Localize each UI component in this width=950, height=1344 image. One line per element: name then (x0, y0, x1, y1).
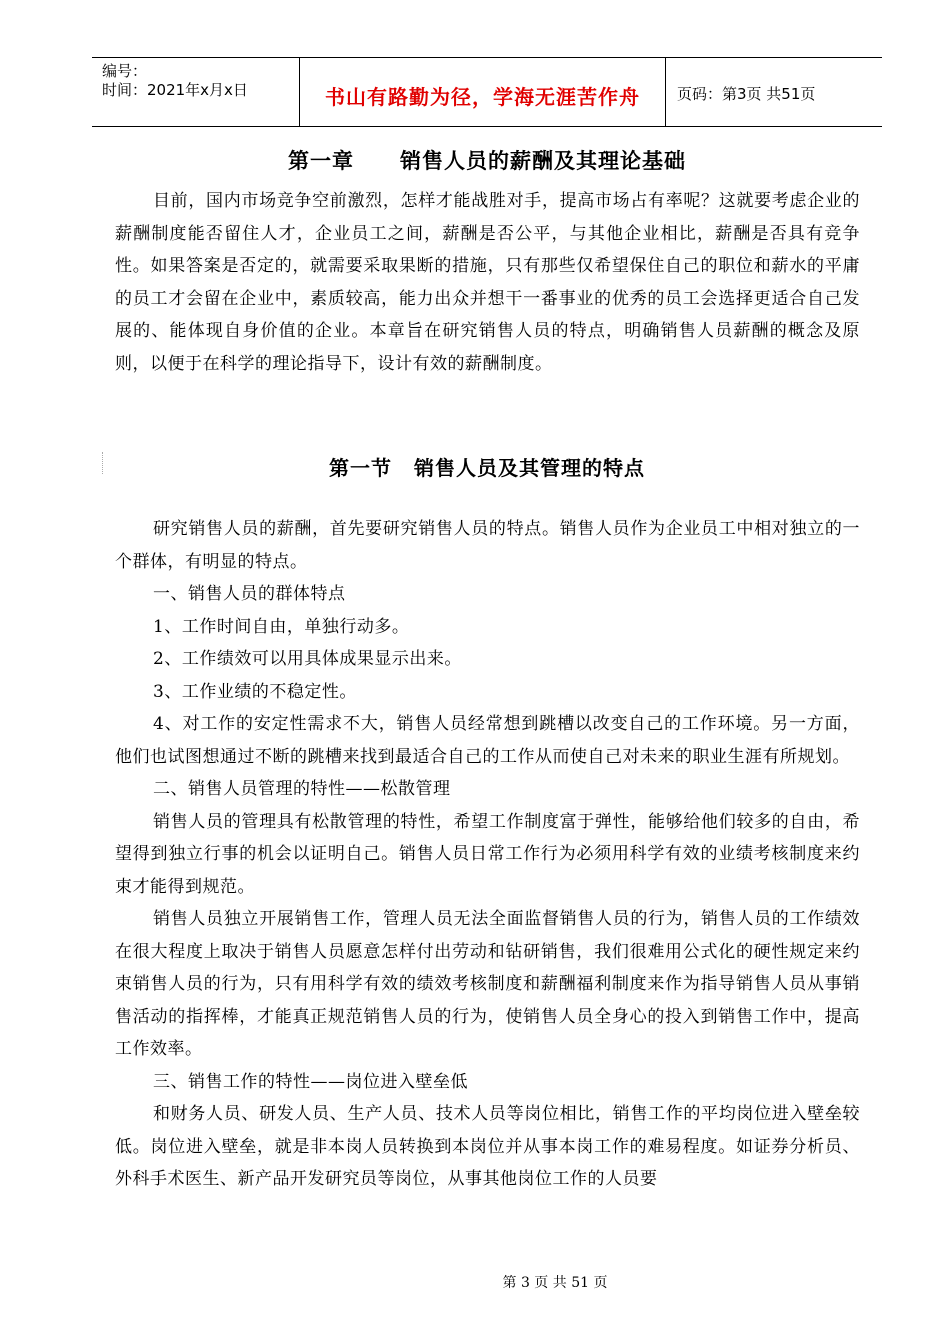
header-motto: 书山有路勤为径，学海无涯苦作舟 (325, 85, 640, 109)
number-label: 编号： (102, 62, 148, 80)
chapter-name: 销售人员的薪酬及其理论基础 (400, 149, 686, 173)
subheading: 三、销售工作的特性——岗位进入壁垒低 (153, 1071, 468, 1092)
paragraph: 研究销售人员的薪酬，首先要研究销售人员的特点。销售人员作为企业员工中相对独立的一个群体，有明显的特点。 (115, 519, 860, 572)
paragraph: 和财务人员、研发人员、生产人员、技术人员等岗位相比，销售工作的平均岗位进入壁垒较低。岗位进入壁垒，就是非本岗人员转换到本岗位并从事本岗工作的难易程度。如证券分析员、外科手术医生、新产品开发研究员等岗位，从事其他岗位工作的人员要 (115, 1104, 860, 1189)
subheading: 二、销售人员管理的特性——松散管理 (153, 779, 451, 799)
page-footer: 第 3 页 共 51 页 (502, 1275, 608, 1291)
page-header (92, 57, 882, 127)
time-label: 时间：2021年x月x日 (102, 81, 248, 99)
intro-block (115, 185, 860, 380)
section-title (92, 452, 882, 481)
paragraph: 销售人员独立开展销售工作，管理人员无法全面监督销售人员的行为，销售人员的工作绩效在很大程度上取决于销售人员愿意怎样付出劳动和钻研销售，我们很难用公式化的硬性规定来约束销售人员的行为，只有用科学有效的绩效考核制度和薪酬福利制度来作为指导销售人员从事销售活动的指挥棒，才能真正规范销售人员的行为，使销售人员全身心的投入到销售工作中，提高工作效率。 (115, 909, 860, 1059)
subheading: 一、销售人员的群体特点 (153, 584, 346, 604)
header-page-info: 页码：第3页 共51页 (677, 85, 816, 103)
header-motto-cell (299, 58, 666, 126)
list-item: 1、工作时间自由，单独行动多。 (153, 616, 410, 637)
chapter-title (92, 145, 882, 175)
section-body (115, 513, 860, 1196)
section-name: 销售人员及其管理的特点 (414, 456, 645, 480)
header-meta (102, 62, 248, 100)
intro-paragraph: 目前，国内市场竞争空前激烈，怎样才能战胜对手，提高市场占有率呢？这就要考虑企业的薪酬制度能否留住人才，企业员工之间，薪酬是否公平，与其他企业相比，薪酬是否具有竞争性。如果答案是否定的，就需要采取果断的措施，只有那些仅希望保住自己的职位和薪水的平庸的员工才会留在企业中，素质较高，能力出众并想干一番事业的优秀的员工会选择更适合自己发展的、能体现自身价值的企业。本章旨在研究销售人员的特点，明确销售人员薪酬的概念及原则，以便于在科学的理论指导下，设计有效的薪酬制度。 (115, 191, 860, 374)
list-item: 4、对工作的安定性需求不大，销售人员经常想到跳槽以改变自己的工作环境。另一方面，他们也试图想通过不断的跳槽来找到最适合自己的工作从而使自己对未来的职业生涯有所规划。 (115, 714, 860, 767)
list-item: 2、工作绩效可以用具体成果显示出来。 (153, 649, 462, 669)
chapter-number: 第一章 (288, 149, 354, 173)
section-number: 第一节 (329, 456, 392, 480)
list-item: 3、工作业绩的不稳定性。 (153, 681, 357, 702)
paragraph: 销售人员的管理具有松散管理的特性，希望工作制度富于弹性，能够给他们较多的自由，希望得到独立行事的机会以证明自己。销售人员日常工作行为必须用科学有效的业绩考核制度来约束才能得到规范。 (115, 811, 860, 897)
